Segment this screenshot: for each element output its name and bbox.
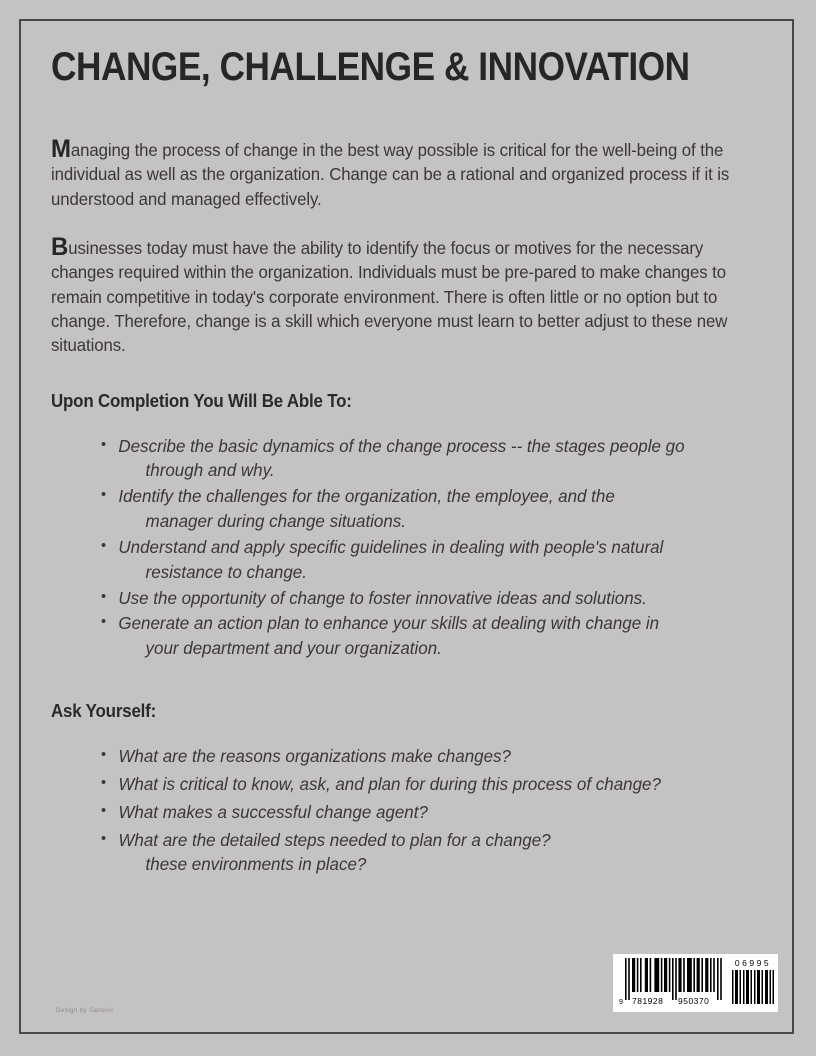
barcode-addon-digits: 06995 <box>734 958 772 968</box>
ask-yourself-list <box>99 744 765 877</box>
list-item <box>99 484 745 534</box>
page-title: CHANGE, CHALLENGE & INNOVATION <box>51 45 690 89</box>
list-item-line-2: resistance to change. <box>145 561 307 582</box>
list-item <box>99 800 745 825</box>
bullet-dot-icon: • <box>100 435 107 453</box>
list-item-line-2: manager during change situations. <box>145 511 407 532</box>
list-item-line-2: through and why. <box>145 460 275 481</box>
list-item-line-1: Understand and apply specific guidelines in dealing with people's natural <box>118 536 664 557</box>
page-content <box>51 46 765 880</box>
design-credit: Design by Sanovic <box>56 1007 114 1014</box>
barcode-addon-symbol <box>731 958 775 1010</box>
list-item-line-1: What makes a successful change agent? <box>118 801 428 822</box>
paragraph-1-text: anaging the process of change in the best way possible is critical for the well-being of the individual as well as the organization. Change can be a rational and organized process if it is understood and managed effectively. <box>51 140 730 209</box>
objectives-list-container <box>51 434 765 662</box>
bullet-dot-icon: • <box>100 801 107 819</box>
bullet-dot-icon: • <box>100 536 107 554</box>
list-item-line-1: Describe the basic dynamics of the change process -- the stages people go <box>118 435 685 456</box>
list-item-line-2: your department and your organization. <box>145 638 442 659</box>
bullet-dot-icon: • <box>100 773 107 791</box>
paragraph-2-text: usinesses today must have the ability to identify the focus or motives for the necessary changes required within the organization. Individuals must be pre-pared to make changes to remain competitive in today's corporate environment. There is often little or no option but to change. Therefore, change is a skill which everyone must learn to better adjust to these new situations. <box>51 237 728 356</box>
section-heading-objectives: Upon Completion You Will Be Able To: <box>51 390 352 411</box>
bullet-dot-icon: • <box>100 613 107 631</box>
list-item-line-2: these environments in place? <box>145 854 367 875</box>
barcode-main-symbol <box>619 958 727 1010</box>
section-heading-ask-yourself-container <box>51 701 765 722</box>
bullet-dot-icon: • <box>100 587 107 605</box>
list-item <box>99 828 745 878</box>
isbn-barcode <box>613 954 778 1012</box>
ask-yourself-list-container <box>51 744 765 877</box>
list-item <box>99 744 745 769</box>
barcode-addon-bars <box>731 970 775 1004</box>
bullet-dot-icon: • <box>100 486 107 504</box>
list-item-line-1: Use the opportunity of change to foster innovative ideas and solutions. <box>118 587 647 608</box>
list-item-line-1: Generate an action plan to enhance your skills at dealing with change in <box>118 613 660 634</box>
barcode-bars <box>619 958 727 1000</box>
intro-paragraph-1-container <box>51 135 765 211</box>
objectives-list <box>99 434 765 662</box>
list-item-line-1: What are the detailed steps needed to plan for a change? <box>118 829 551 850</box>
intro-paragraph-2 <box>51 232 736 358</box>
list-item-line-1: Identify the challenges for the organization, the employee, and the <box>118 486 615 507</box>
bullet-dot-icon: • <box>100 746 107 764</box>
barcode-group-1: 781928 <box>632 996 664 1006</box>
list-item-line-1: What is critical to know, ask, and plan for during this process of change? <box>118 773 661 794</box>
intro-paragraph-1 <box>51 135 736 211</box>
list-item <box>99 535 745 585</box>
dropcap-b: B <box>51 232 69 261</box>
section-heading-ask-yourself: Ask Yourself: <box>51 701 157 722</box>
barcode-group-2: 950370 <box>678 996 710 1006</box>
list-item <box>99 772 745 797</box>
barcode-lead-digit: 9 <box>619 999 624 1006</box>
dropcap-m: M <box>51 135 71 163</box>
bullet-dot-icon: • <box>100 829 107 847</box>
intro-paragraph-2-container <box>51 232 765 358</box>
section-heading-objectives-container <box>51 391 765 412</box>
list-item-line-1: What are the reasons organizations make changes? <box>118 746 511 767</box>
list-item <box>99 434 745 484</box>
list-item <box>99 611 745 661</box>
list-item <box>99 586 745 611</box>
